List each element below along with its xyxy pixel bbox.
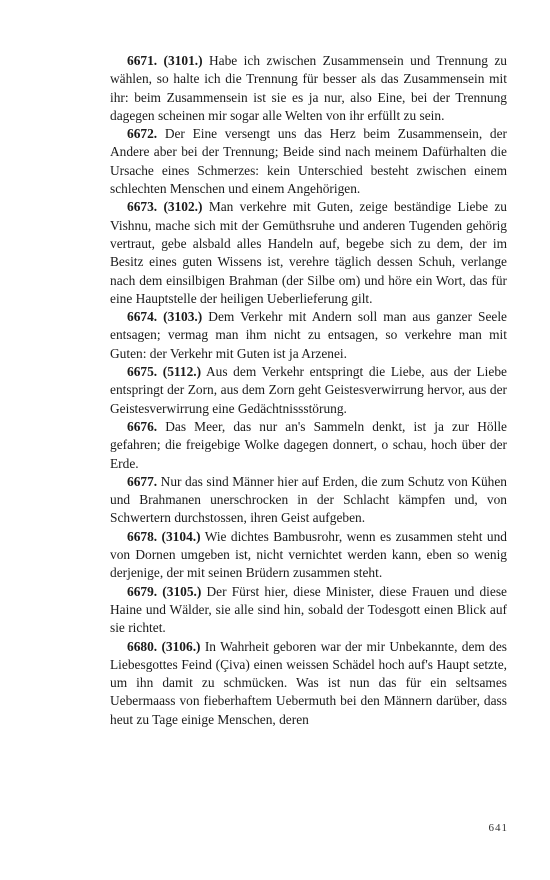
entry-text: Nur das sind Männer hier auf Erden, die zum Schutz von Kühen und Brahmanen unerschrocken in der Schlacht kämpfen und, von Schwertern durchstossen, ihren Geist aufgeben. (110, 473, 507, 526)
entry-text: Der Fürst hier, diese Minister, diese Frauen und diese Haine und Wälder, sie alle sind hin, sobald der Todesgott einen Blick auf sie richtet. (110, 583, 507, 636)
entry-number: 6674. (3103.) (127, 309, 203, 325)
entry-number: 6680. (3106.) (127, 638, 201, 654)
entry-number: 6678. (3104.) (127, 528, 201, 544)
entry-6679 (110, 583, 507, 638)
entry-6675 (110, 363, 507, 418)
entry-text: Habe ich zwischen Zusammensein und Trennung zu wählen, so halte ich die Trennung für besser als das Zusammensein mit ihr: beim Zusammensein ist sie es ja nur, also Eine, bei der Trennung dagegen scheinen mir sogar alle Welten von ihr erfüllt zu sein. (110, 53, 507, 123)
entry-number: 6672. (127, 126, 158, 142)
entry-6677 (110, 473, 507, 528)
entry-6672 (110, 125, 507, 198)
entry-text: Man verkehre mit Guten, zeige beständige Liebe zu Vishnu, mache sich mit der Gemüthsruhe und anderen Tugenden gehörig vertraut, gebe alsbald alles Handeln auf, begebe sich zu dem, der im Besitz eines guten Wissens ist, verehre täglich dessen Schuh, verlange nach dem einsilbigen Brahman (der Silbe om) und höre ein Wort, das für eine Hauptstelle der heiligen Ueberlieferung gilt. (110, 199, 507, 306)
entry-text: In Wahrheit geboren war der mir Unbekannte, dem des Liebesgottes Feind (Çiva) einen weissen Schädel hoch auf's Haupt setzte, um ihn damit zu schmücken. Was ist nun das für ein seltsames Uebermaass von fieberhaftem Uebermuth bei den Männern darüber, dass heut zu Tage einige Menschen, deren (110, 638, 507, 727)
entry-number: 6676. (127, 418, 158, 434)
entry-text: Das Meer, das nur an's Sammeln denkt, ist ja zur Hölle gefahren; die freigebige Wolke dagegen donnert, o schau, hoch über der Erde. (110, 418, 507, 471)
entry-text: Aus dem Verkehr entspringt die Liebe, aus der Liebe entspringt der Zorn, aus dem Zorn geht Geistesverwirrung hervor, aus der Geistesverwirrung eine Gedächtnissstörung. (110, 364, 507, 416)
page-text (110, 52, 507, 729)
entry-number: 6671. (3101.) (127, 53, 203, 68)
entry-text: Der Eine versengt uns das Herz beim Zusammensein, der Andere aber bei der Trennung; Beide sind nach meinem Dafürhalten die Ursache eines Schmerzes: kein Unterschied besteht zwischen einem schlechten Menschen und einem Angehörigen. (110, 126, 507, 197)
entry-text: Wie dichtes Bambusrohr, wenn es zusammen steht und von Dornen umgeben ist, nicht vernichtet werden kann, eben so wenig derjenige, der mit seinen Brüdern zusammen steht. (110, 528, 507, 581)
page-number: 641 (488, 822, 508, 834)
entry-number: 6673. (3102.) (127, 199, 203, 215)
entry-number: 6677. (127, 473, 158, 489)
entry-6673 (110, 198, 507, 308)
entry-number: 6675. (5112.) (127, 364, 202, 380)
entry-6676 (110, 418, 507, 473)
entry-6680 (110, 638, 507, 729)
entry-6674 (110, 308, 507, 363)
entry-6678 (110, 528, 507, 583)
entry-number: 6679. (3105.) (127, 583, 202, 599)
entry-text: Dem Verkehr mit Andern soll man aus ganzer Seele entsagen; vermag man ihm nicht zu entsagen, so verkehre man mit Guten: der Verkehr mit Guten ist ja Arzenei. (110, 309, 507, 361)
entry-6671 (110, 52, 507, 125)
